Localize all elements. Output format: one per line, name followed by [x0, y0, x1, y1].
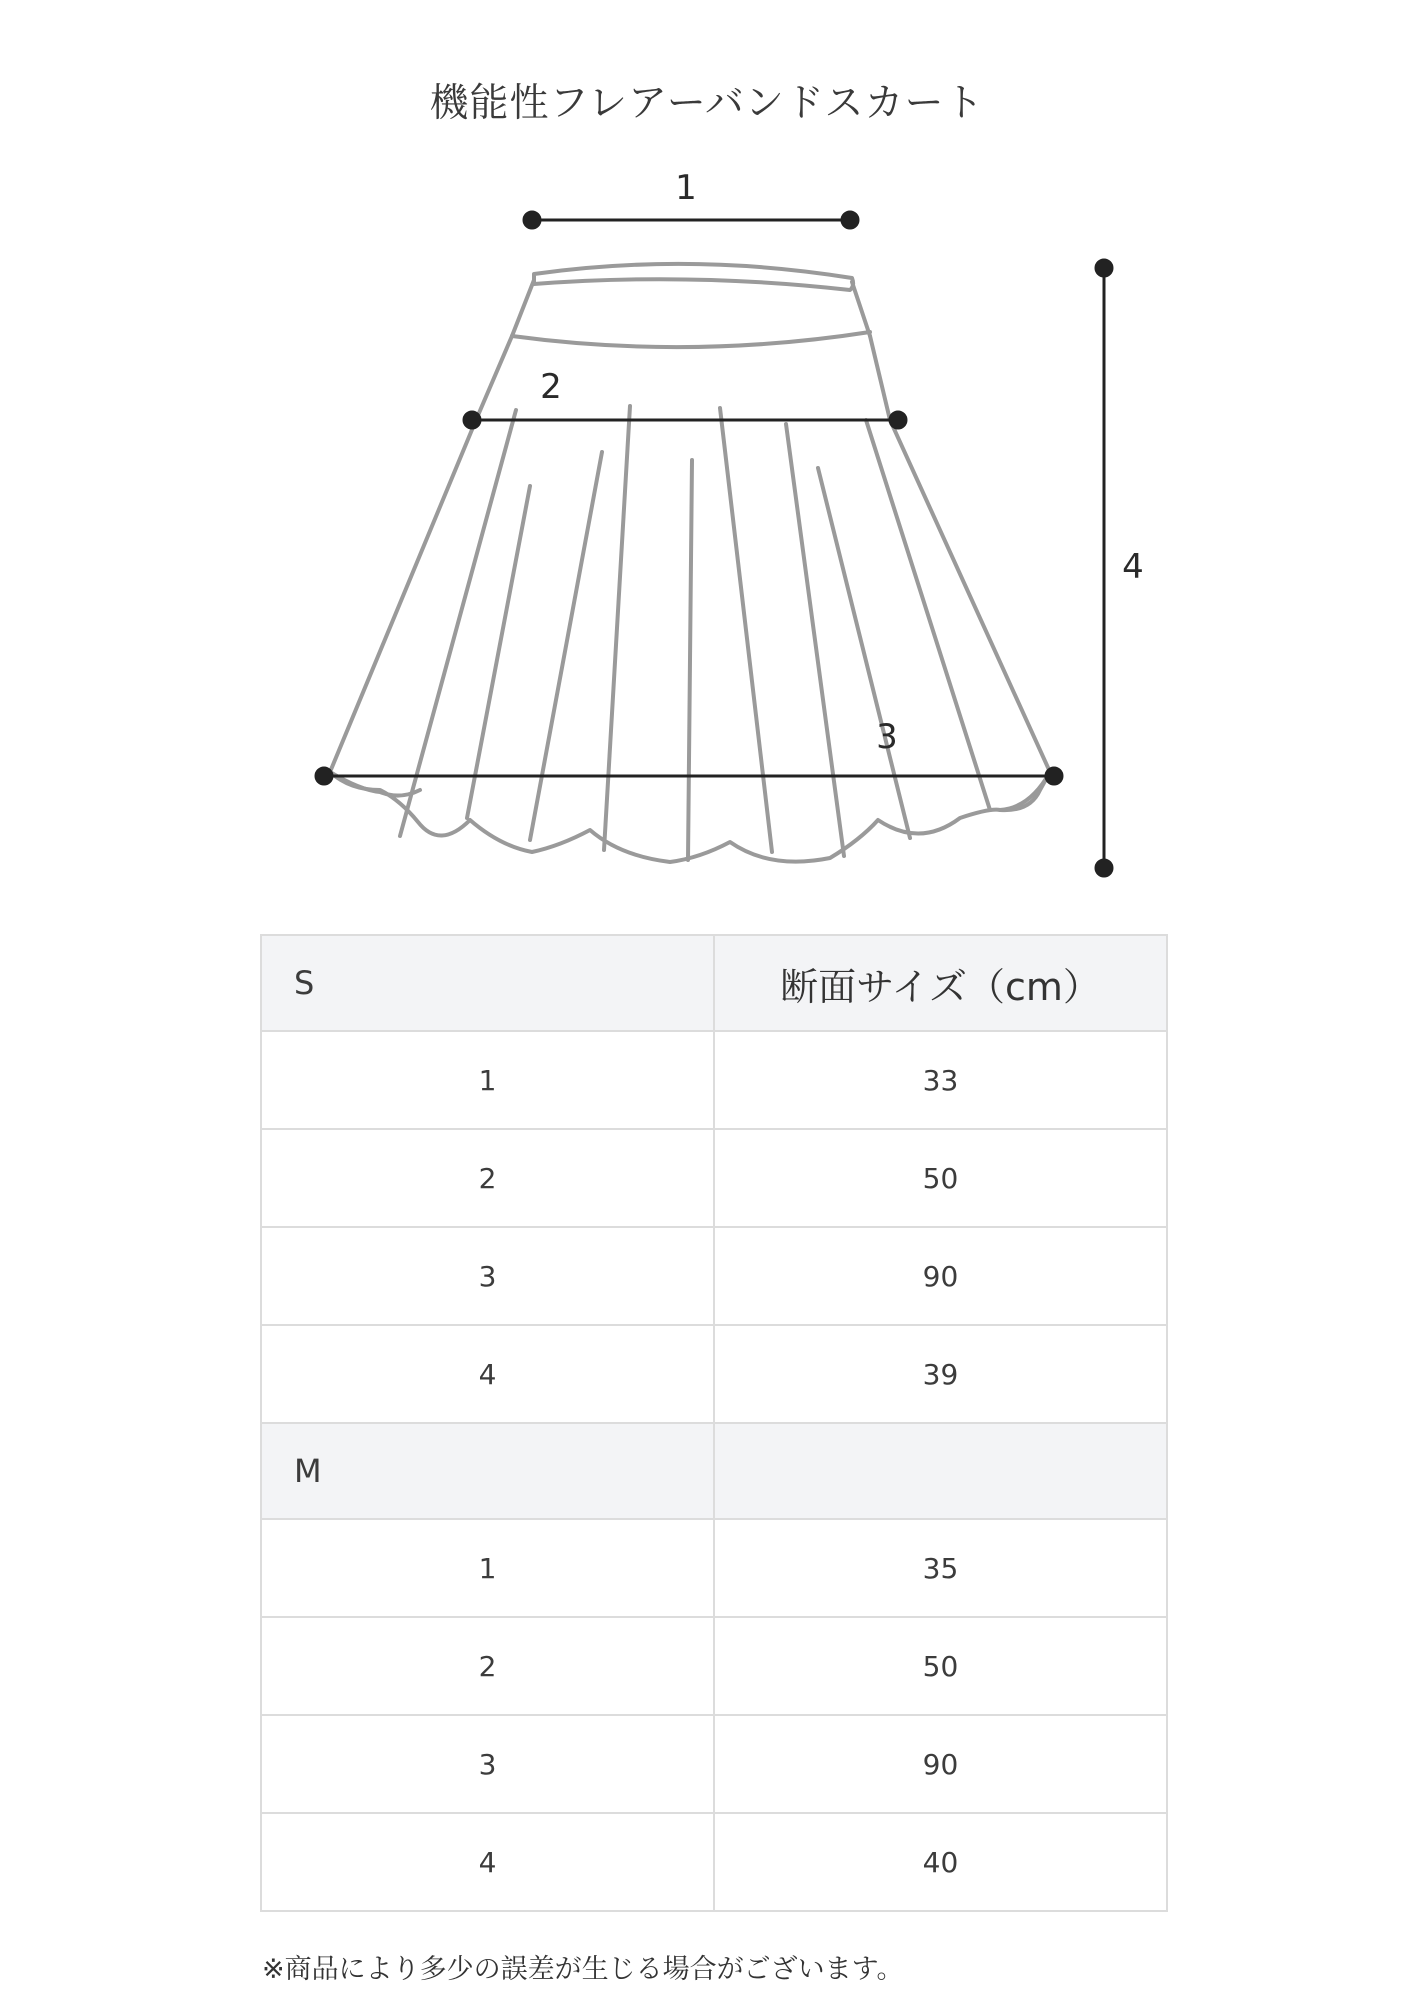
size-header-row-s	[261, 935, 1167, 1031]
row-value: 90	[714, 1715, 1167, 1813]
table-row	[261, 1325, 1167, 1423]
skirt-outline	[330, 264, 1050, 862]
column-header: 断面サイズ（cm）	[714, 935, 1167, 1031]
row-key: 3	[261, 1227, 714, 1325]
table-row	[261, 1617, 1167, 1715]
dimension-2	[464, 412, 906, 428]
row-value: 50	[714, 1617, 1167, 1715]
row-value: 90	[714, 1227, 1167, 1325]
table-row	[261, 1031, 1167, 1129]
row-value: 50	[714, 1129, 1167, 1227]
dimension-label-4: 4	[1122, 547, 1144, 587]
dimension-label-1: 1	[675, 168, 697, 208]
disclaimer-note: ※商品により多少の誤差が生じる場合がございます。	[262, 1954, 904, 1985]
row-key: 2	[261, 1617, 714, 1715]
skirt-diagram	[0, 0, 1414, 900]
size-name-s: S	[261, 935, 714, 1031]
size-table	[260, 934, 1168, 1912]
table-row	[261, 1813, 1167, 1911]
table-row	[261, 1715, 1167, 1813]
row-key: 1	[261, 1031, 714, 1129]
page-title: 機能性フレアーバンドスカート	[429, 81, 985, 126]
dimension-label-3: 3	[876, 717, 898, 757]
size-name-m: M	[261, 1423, 714, 1519]
row-value: 33	[714, 1031, 1167, 1129]
size-header-row-m	[261, 1423, 1167, 1519]
dimension-1	[524, 212, 858, 228]
dimension-label-2: 2	[540, 367, 562, 407]
row-key: 4	[261, 1325, 714, 1423]
dimension-4	[1096, 260, 1112, 876]
row-key: 1	[261, 1519, 714, 1617]
table-row	[261, 1227, 1167, 1325]
row-value: 39	[714, 1325, 1167, 1423]
row-key: 2	[261, 1129, 714, 1227]
row-key: 4	[261, 1813, 714, 1911]
table-row	[261, 1129, 1167, 1227]
table-row	[261, 1519, 1167, 1617]
row-value: 35	[714, 1519, 1167, 1617]
column-header-empty	[714, 1423, 1167, 1519]
row-key: 3	[261, 1715, 714, 1813]
row-value: 40	[714, 1813, 1167, 1911]
